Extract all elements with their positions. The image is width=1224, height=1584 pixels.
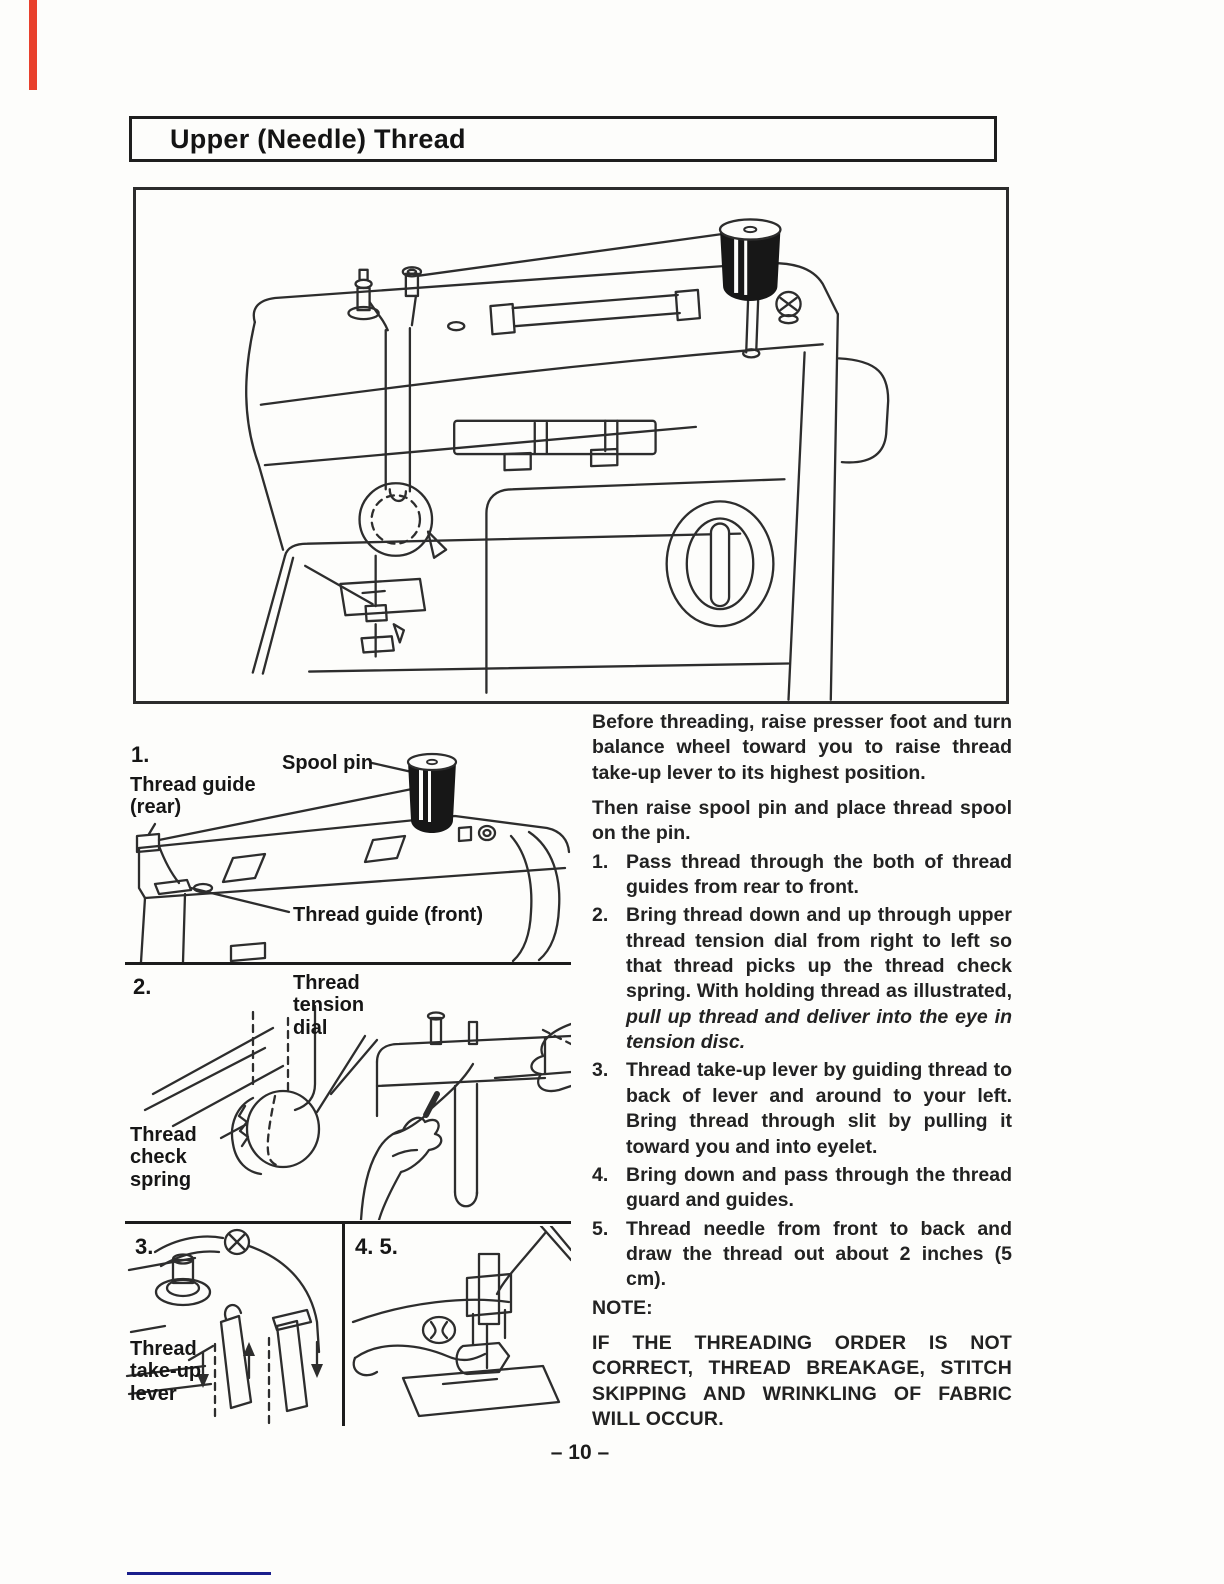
thread-path <box>497 1232 546 1294</box>
rear-thread-guide <box>137 834 159 852</box>
step-text: Bring down and pass through the thread guard and guides. <box>626 1163 1012 1212</box>
step-number: 2. <box>592 904 609 927</box>
hand-outline <box>531 1024 571 1091</box>
figure-1-label-thread-guide-rear: Thread guide (rear) <box>130 774 256 819</box>
arrow-down <box>311 1364 323 1378</box>
instruction-step-1 <box>592 850 1012 901</box>
step-text: Thread needle from front to back and draw the thread out about 2 inches (5 cm). <box>626 1217 1012 1291</box>
figure-3-number: 3. <box>135 1234 154 1259</box>
instruction-text-column <box>592 710 1012 1442</box>
arrow-up <box>243 1342 255 1356</box>
step-text: Bring thread down and up through upper thread tension dial from right to left so that thread picks up the thread check spring. With holding thread as illustrated, <box>626 904 1012 1003</box>
figure-1-number: 1. <box>131 742 150 767</box>
navy-underline-mark <box>127 1572 271 1575</box>
note-label: NOTE: <box>592 1296 653 1319</box>
figure-2-number: 2. <box>133 974 152 999</box>
step-text: Thread take-up lever by guiding thread to back of lever and around to your left. Bring thread through slit by pulling it toward you and into eyelet. <box>626 1059 1012 1158</box>
page-title: Upper (Needle) Thread <box>170 123 466 154</box>
figure-4-5 <box>347 1226 571 1430</box>
stitch-panel <box>454 421 655 454</box>
fingertip-outline <box>155 1237 223 1252</box>
red-margin-mark <box>29 0 37 90</box>
step-text-italic: pull up thread and deliver into the eye in tension disc. <box>626 1005 1012 1054</box>
step-text: Pass thread through the both of thread guides from rear to front. <box>626 850 1012 899</box>
figure-divider-line <box>125 1221 571 1224</box>
hand-outline <box>361 1118 441 1220</box>
step-number: 1. <box>592 850 609 873</box>
instruction-step-3 <box>592 1058 1012 1159</box>
take-up-lever <box>221 1316 251 1408</box>
thread-path <box>355 1346 485 1360</box>
note-text: IF THE THREADING ORDER IS NOT CORRECT, THREAD BREAKAGE, STITCH SKIPPING AND WRINKLING OF FABRIC WILL OCCUR. <box>592 1331 1012 1430</box>
needle-plate <box>340 579 425 615</box>
figure-1-label-spool-pin: Spool pin <box>282 752 374 774</box>
balance-wheel <box>839 358 888 462</box>
figure-2-label-thread-check-spring: Thread check spring <box>130 1124 197 1191</box>
thread-path <box>249 1246 319 1352</box>
tension-dial <box>247 1091 319 1167</box>
intro-paragraph-1: Before threading, raise presser foot and turn balance wheel toward you to raise thread take-up lever to its highest position. <box>592 711 1012 784</box>
figure-divider-line <box>125 962 571 965</box>
main-illustration-frame <box>133 187 1009 704</box>
figure-2 <box>125 966 571 1220</box>
step-number: 5. <box>592 1217 609 1240</box>
figure-2-label-thread-tension-dial: Thread tension dial <box>293 972 365 1039</box>
figure-divider-line-vertical <box>342 1224 345 1426</box>
page-number: – 10 – <box>550 1441 610 1464</box>
instruction-step-4 <box>592 1163 1012 1214</box>
sewing-machine-illustration <box>136 190 1006 701</box>
thread-spool <box>720 219 780 301</box>
figure-4-5-number: 4. 5. <box>355 1234 398 1259</box>
intro-paragraph-2: Then raise spool pin and place thread spool on the pin. <box>592 797 1012 845</box>
figure-1 <box>125 736 571 962</box>
section-title-box <box>129 116 997 162</box>
front-thread-guide <box>155 880 191 894</box>
figure-3 <box>125 1226 340 1430</box>
presser-foot <box>362 636 394 652</box>
step-number: 4. <box>592 1163 609 1186</box>
thread-guide-pins <box>348 267 421 319</box>
step-number: 3. <box>592 1059 609 1082</box>
needle-clamp-screw <box>423 1317 455 1343</box>
instruction-step-5 <box>592 1217 1012 1293</box>
figure-1-label-thread-guide-front: Thread guide (front) <box>293 904 483 926</box>
thread-spool <box>408 754 456 833</box>
tension-dial <box>360 483 432 555</box>
figure-3-label-thread-take-up-lever: Thread take-up lever <box>130 1338 202 1405</box>
instruction-step-2 <box>592 903 1012 1055</box>
